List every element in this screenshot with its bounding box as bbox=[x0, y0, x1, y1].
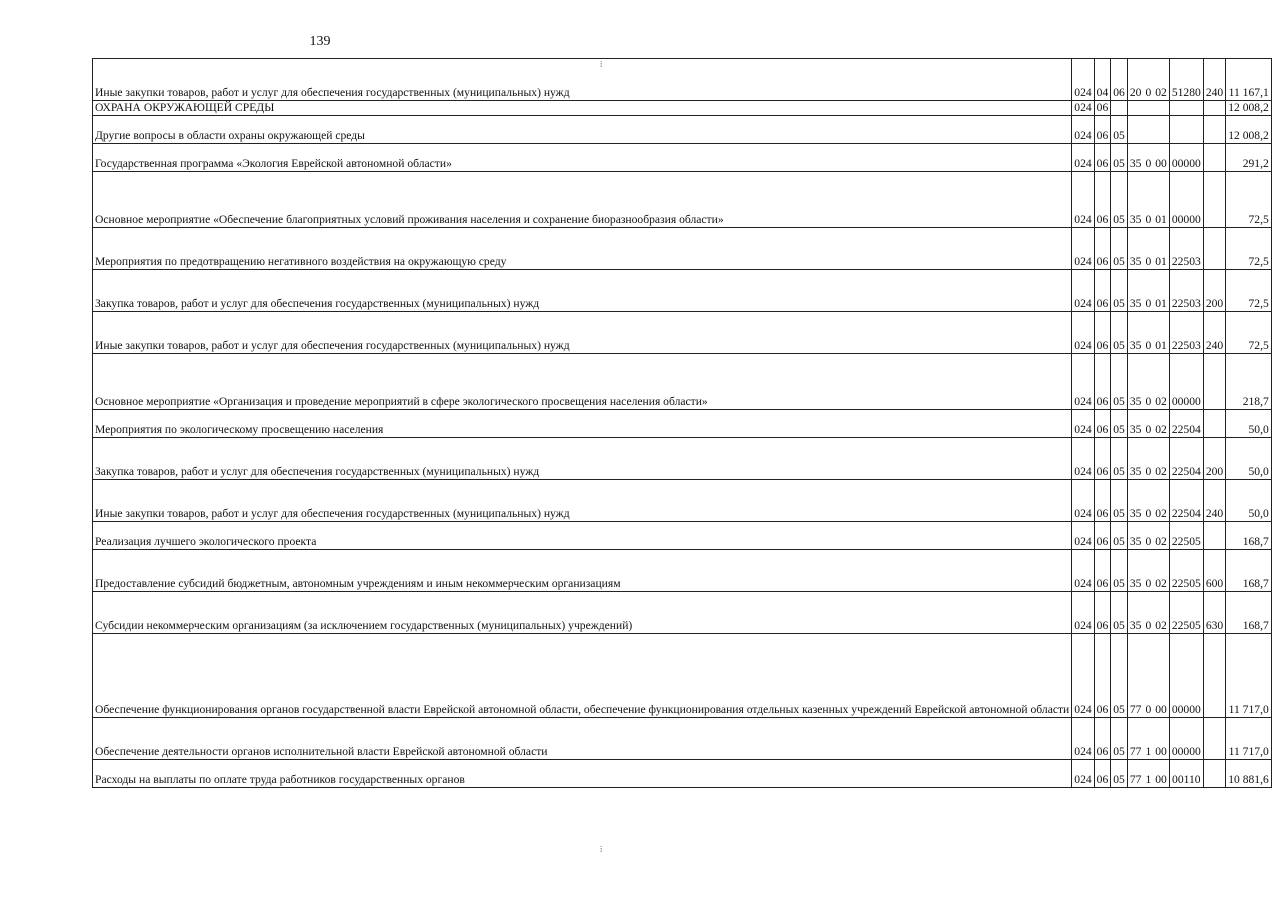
row-csr-direction: 0 bbox=[1143, 437, 1153, 479]
row-section-code: 06 bbox=[1094, 409, 1111, 437]
row-csr-direction: 0 bbox=[1143, 591, 1153, 633]
row-expense-type: 600 bbox=[1203, 549, 1225, 591]
budget-table bbox=[92, 58, 1272, 788]
row-csr-item: 22505 bbox=[1169, 521, 1203, 549]
row-section-code: 06 bbox=[1094, 479, 1111, 521]
row-csr-program bbox=[1127, 115, 1143, 143]
row-name: Предоставление субсидий бюджетным, автономным учреждениям и иным некоммерческим организациям bbox=[93, 549, 1072, 591]
row-amount: 50,0 bbox=[1226, 479, 1272, 521]
row-csr-program: 35 bbox=[1127, 171, 1143, 227]
row-subsection-code: 05 bbox=[1111, 409, 1128, 437]
row-csr-item: 00000 bbox=[1169, 143, 1203, 171]
table-row bbox=[93, 437, 1272, 479]
row-subsection-code: 05 bbox=[1111, 521, 1128, 549]
row-ved-code: 024 bbox=[1072, 171, 1094, 227]
row-ved-code: 024 bbox=[1072, 549, 1094, 591]
row-ved-code: 024 bbox=[1072, 633, 1094, 717]
row-csr-item: 22505 bbox=[1169, 549, 1203, 591]
row-name: Основное мероприятие «Организация и проведение мероприятий в сфере экологического просвещения населения области» bbox=[93, 353, 1072, 409]
table-row bbox=[93, 759, 1272, 787]
row-amount: 12 008,2 bbox=[1226, 115, 1272, 143]
row-csr-group: 01 bbox=[1153, 311, 1169, 353]
row-csr-item: 22505 bbox=[1169, 591, 1203, 633]
row-subsection-code: 05 bbox=[1111, 633, 1128, 717]
row-csr-item: 22503 bbox=[1169, 311, 1203, 353]
row-csr-program: 77 bbox=[1127, 717, 1143, 759]
row-csr-program: 77 bbox=[1127, 633, 1143, 717]
row-csr-group: 02 bbox=[1153, 409, 1169, 437]
row-amount: 11 717,0 bbox=[1226, 633, 1272, 717]
row-csr-group: 02 bbox=[1153, 353, 1169, 409]
row-expense-type bbox=[1203, 521, 1225, 549]
row-csr-item: 00000 bbox=[1169, 717, 1203, 759]
row-csr-group: 01 bbox=[1153, 227, 1169, 269]
row-csr-group: 02 bbox=[1153, 521, 1169, 549]
row-expense-type bbox=[1203, 101, 1225, 116]
row-amount: 12 008,2 bbox=[1226, 101, 1272, 116]
row-ved-code: 024 bbox=[1072, 437, 1094, 479]
row-subsection-code: 05 bbox=[1111, 269, 1128, 311]
row-csr-direction bbox=[1143, 101, 1153, 116]
table-row bbox=[93, 227, 1272, 269]
row-section-code: 06 bbox=[1094, 633, 1111, 717]
row-name: Субсидии некоммерческим организациям (за исключением государственных (муниципальных) учреждений) bbox=[93, 591, 1072, 633]
row-csr-direction bbox=[1143, 115, 1153, 143]
row-amount: 50,0 bbox=[1226, 437, 1272, 479]
row-csr-direction: 0 bbox=[1143, 409, 1153, 437]
row-name: Реализация лучшего экологического проекта bbox=[93, 521, 1072, 549]
page-number: 139 bbox=[309, 34, 331, 49]
row-ved-code: 024 bbox=[1072, 59, 1094, 101]
row-subsection-code: 05 bbox=[1111, 143, 1128, 171]
row-section-code: 06 bbox=[1094, 101, 1111, 116]
row-amount: 11 717,0 bbox=[1226, 717, 1272, 759]
row-ved-code: 024 bbox=[1072, 591, 1094, 633]
row-expense-type bbox=[1203, 759, 1225, 787]
row-section-code: 06 bbox=[1094, 521, 1111, 549]
row-expense-type bbox=[1203, 143, 1225, 171]
row-csr-group bbox=[1153, 115, 1169, 143]
row-csr-item: 51280 bbox=[1169, 59, 1203, 101]
row-csr-item: 22503 bbox=[1169, 227, 1203, 269]
row-section-code: 06 bbox=[1094, 227, 1111, 269]
row-ved-code: 024 bbox=[1072, 353, 1094, 409]
row-csr-direction: 0 bbox=[1143, 143, 1153, 171]
row-amount: 218,7 bbox=[1226, 353, 1272, 409]
table-row bbox=[93, 633, 1272, 717]
row-ved-code: 024 bbox=[1072, 759, 1094, 787]
row-csr-program: 35 bbox=[1127, 227, 1143, 269]
row-section-code: 06 bbox=[1094, 115, 1111, 143]
row-ved-code: 024 bbox=[1072, 227, 1094, 269]
row-csr-group: 00 bbox=[1153, 717, 1169, 759]
table-row bbox=[93, 717, 1272, 759]
row-section-code: 06 bbox=[1094, 353, 1111, 409]
row-amount: 11 167,1 bbox=[1226, 59, 1272, 101]
row-csr-direction: 1 bbox=[1143, 717, 1153, 759]
row-section-code: 06 bbox=[1094, 591, 1111, 633]
table-row bbox=[93, 409, 1272, 437]
row-csr-group: 02 bbox=[1153, 437, 1169, 479]
row-csr-group: 01 bbox=[1153, 171, 1169, 227]
row-csr-program: 35 bbox=[1127, 521, 1143, 549]
row-csr-program: 35 bbox=[1127, 311, 1143, 353]
row-section-code: 06 bbox=[1094, 311, 1111, 353]
table-row bbox=[93, 115, 1272, 143]
row-csr-direction: 0 bbox=[1143, 227, 1153, 269]
row-subsection-code: 05 bbox=[1111, 591, 1128, 633]
row-amount: 50,0 bbox=[1226, 409, 1272, 437]
row-csr-direction: 0 bbox=[1143, 549, 1153, 591]
row-csr-item: 00000 bbox=[1169, 171, 1203, 227]
row-expense-type: 240 bbox=[1203, 479, 1225, 521]
row-expense-type bbox=[1203, 227, 1225, 269]
row-subsection-code: 05 bbox=[1111, 437, 1128, 479]
row-subsection-code: 05 bbox=[1111, 353, 1128, 409]
row-csr-group: 02 bbox=[1153, 479, 1169, 521]
row-section-code: 06 bbox=[1094, 717, 1111, 759]
row-csr-direction: 0 bbox=[1143, 59, 1153, 101]
row-csr-program: 35 bbox=[1127, 437, 1143, 479]
row-csr-program: 20 bbox=[1127, 59, 1143, 101]
row-section-code: 06 bbox=[1094, 549, 1111, 591]
row-section-code: 06 bbox=[1094, 759, 1111, 787]
row-csr-item: 22504 bbox=[1169, 437, 1203, 479]
row-amount: 72,5 bbox=[1226, 311, 1272, 353]
table-body bbox=[93, 59, 1272, 788]
row-expense-type bbox=[1203, 353, 1225, 409]
row-amount: 72,5 bbox=[1226, 171, 1272, 227]
row-subsection-code: 05 bbox=[1111, 759, 1128, 787]
row-expense-type: 240 bbox=[1203, 59, 1225, 101]
row-amount: 72,5 bbox=[1226, 227, 1272, 269]
row-name: Мероприятия по экологическому просвещению населения bbox=[93, 409, 1072, 437]
scan-mark: ⁞ bbox=[600, 60, 603, 69]
row-csr-group: 01 bbox=[1153, 269, 1169, 311]
row-csr-direction: 0 bbox=[1143, 633, 1153, 717]
row-csr-direction: 0 bbox=[1143, 171, 1153, 227]
row-amount: 168,7 bbox=[1226, 549, 1272, 591]
row-csr-group: 00 bbox=[1153, 759, 1169, 787]
row-csr-item: 22503 bbox=[1169, 269, 1203, 311]
row-csr-program: 35 bbox=[1127, 479, 1143, 521]
row-csr-item: 00000 bbox=[1169, 633, 1203, 717]
row-name: Расходы на выплаты по оплате труда работников государственных органов bbox=[93, 759, 1072, 787]
row-csr-direction: 0 bbox=[1143, 479, 1153, 521]
row-csr-group bbox=[1153, 101, 1169, 116]
row-csr-program bbox=[1127, 101, 1143, 116]
row-expense-type bbox=[1203, 115, 1225, 143]
row-ved-code: 024 bbox=[1072, 409, 1094, 437]
row-name: Обеспечение деятельности органов исполнительной власти Еврейской автономной области bbox=[93, 717, 1072, 759]
table-row bbox=[93, 549, 1272, 591]
row-csr-group: 02 bbox=[1153, 591, 1169, 633]
row-csr-direction: 0 bbox=[1143, 269, 1153, 311]
row-amount: 168,7 bbox=[1226, 591, 1272, 633]
table-row bbox=[93, 353, 1272, 409]
row-name: Закупка товаров, работ и услуг для обеспечения государственных (муниципальных) нужд bbox=[93, 269, 1072, 311]
row-csr-group: 00 bbox=[1153, 633, 1169, 717]
row-expense-type bbox=[1203, 717, 1225, 759]
row-csr-group: 00 bbox=[1153, 143, 1169, 171]
row-name: Закупка товаров, работ и услуг для обеспечения государственных (муниципальных) нужд bbox=[93, 437, 1072, 479]
row-expense-type: 200 bbox=[1203, 269, 1225, 311]
table-row bbox=[93, 171, 1272, 227]
row-csr-item: 00000 bbox=[1169, 353, 1203, 409]
row-csr-program: 77 bbox=[1127, 759, 1143, 787]
row-csr-item bbox=[1169, 115, 1203, 143]
row-csr-program: 35 bbox=[1127, 353, 1143, 409]
row-ved-code: 024 bbox=[1072, 479, 1094, 521]
row-csr-direction: 0 bbox=[1143, 353, 1153, 409]
row-expense-type: 200 bbox=[1203, 437, 1225, 479]
row-subsection-code: 05 bbox=[1111, 311, 1128, 353]
row-ved-code: 024 bbox=[1072, 269, 1094, 311]
row-expense-type bbox=[1203, 633, 1225, 717]
row-csr-program: 35 bbox=[1127, 409, 1143, 437]
row-csr-program: 35 bbox=[1127, 549, 1143, 591]
row-amount: 10 881,6 bbox=[1226, 759, 1272, 787]
row-name: Другие вопросы в области охраны окружающей среды bbox=[93, 115, 1072, 143]
row-name: Иные закупки товаров, работ и услуг для обеспечения государственных (муниципальных) нужд bbox=[93, 311, 1072, 353]
row-subsection-code: 05 bbox=[1111, 479, 1128, 521]
row-expense-type bbox=[1203, 171, 1225, 227]
table-row bbox=[93, 311, 1272, 353]
row-ved-code: 024 bbox=[1072, 143, 1094, 171]
row-csr-item: 22504 bbox=[1169, 409, 1203, 437]
row-name: Основное мероприятие «Обеспечение благоприятных условий проживания населения и сохранение биоразнообразия области» bbox=[93, 171, 1072, 227]
row-section-code: 06 bbox=[1094, 269, 1111, 311]
row-subsection-code: 05 bbox=[1111, 717, 1128, 759]
row-amount: 72,5 bbox=[1226, 269, 1272, 311]
row-csr-program: 35 bbox=[1127, 591, 1143, 633]
row-csr-item: 00110 bbox=[1169, 759, 1203, 787]
row-ved-code: 024 bbox=[1072, 101, 1094, 116]
row-name: ОХРАНА ОКРУЖАЮЩЕЙ СРЕДЫ bbox=[93, 101, 1072, 116]
scan-mark: ⁞ bbox=[600, 845, 603, 854]
row-csr-item bbox=[1169, 101, 1203, 116]
row-name: Иные закупки товаров, работ и услуг для обеспечения государственных (муниципальных) нужд bbox=[93, 59, 1072, 101]
row-section-code: 06 bbox=[1094, 437, 1111, 479]
row-name: Государственная программа «Экология Еврейской автономной области» bbox=[93, 143, 1072, 171]
table-row bbox=[93, 591, 1272, 633]
row-section-code: 06 bbox=[1094, 171, 1111, 227]
row-csr-group: 02 bbox=[1153, 59, 1169, 101]
row-ved-code: 024 bbox=[1072, 717, 1094, 759]
row-ved-code: 024 bbox=[1072, 115, 1094, 143]
row-csr-program: 35 bbox=[1127, 143, 1143, 171]
row-section-code: 04 bbox=[1094, 59, 1111, 101]
row-csr-direction: 0 bbox=[1143, 521, 1153, 549]
table-row bbox=[93, 269, 1272, 311]
row-subsection-code: 05 bbox=[1111, 227, 1128, 269]
row-expense-type: 630 bbox=[1203, 591, 1225, 633]
row-name: Иные закупки товаров, работ и услуг для обеспечения государственных (муниципальных) нужд bbox=[93, 479, 1072, 521]
row-csr-item: 22504 bbox=[1169, 479, 1203, 521]
row-amount: 291,2 bbox=[1226, 143, 1272, 171]
row-expense-type bbox=[1203, 409, 1225, 437]
row-ved-code: 024 bbox=[1072, 521, 1094, 549]
table-row bbox=[93, 143, 1272, 171]
row-ved-code: 024 bbox=[1072, 311, 1094, 353]
row-name: Обеспечение функционирования органов государственной власти Еврейской автономной области, обеспечение функционирования отдельных казенных учреждений Еврейской автономной области bbox=[93, 633, 1072, 717]
row-subsection-code: 05 bbox=[1111, 171, 1128, 227]
row-amount: 168,7 bbox=[1226, 521, 1272, 549]
table-row bbox=[93, 479, 1272, 521]
row-name: Мероприятия по предотвращению негативного воздействия на окружающую среду bbox=[93, 227, 1072, 269]
row-csr-direction: 0 bbox=[1143, 311, 1153, 353]
row-subsection-code: 05 bbox=[1111, 115, 1128, 143]
row-csr-group: 02 bbox=[1153, 549, 1169, 591]
row-section-code: 06 bbox=[1094, 143, 1111, 171]
row-subsection-code bbox=[1111, 101, 1128, 116]
table-row bbox=[93, 521, 1272, 549]
table-row bbox=[93, 101, 1272, 116]
row-csr-program: 35 bbox=[1127, 269, 1143, 311]
row-expense-type: 240 bbox=[1203, 311, 1225, 353]
table-row bbox=[93, 59, 1272, 101]
row-subsection-code: 05 bbox=[1111, 549, 1128, 591]
row-csr-direction: 1 bbox=[1143, 759, 1153, 787]
row-subsection-code: 06 bbox=[1111, 59, 1128, 101]
